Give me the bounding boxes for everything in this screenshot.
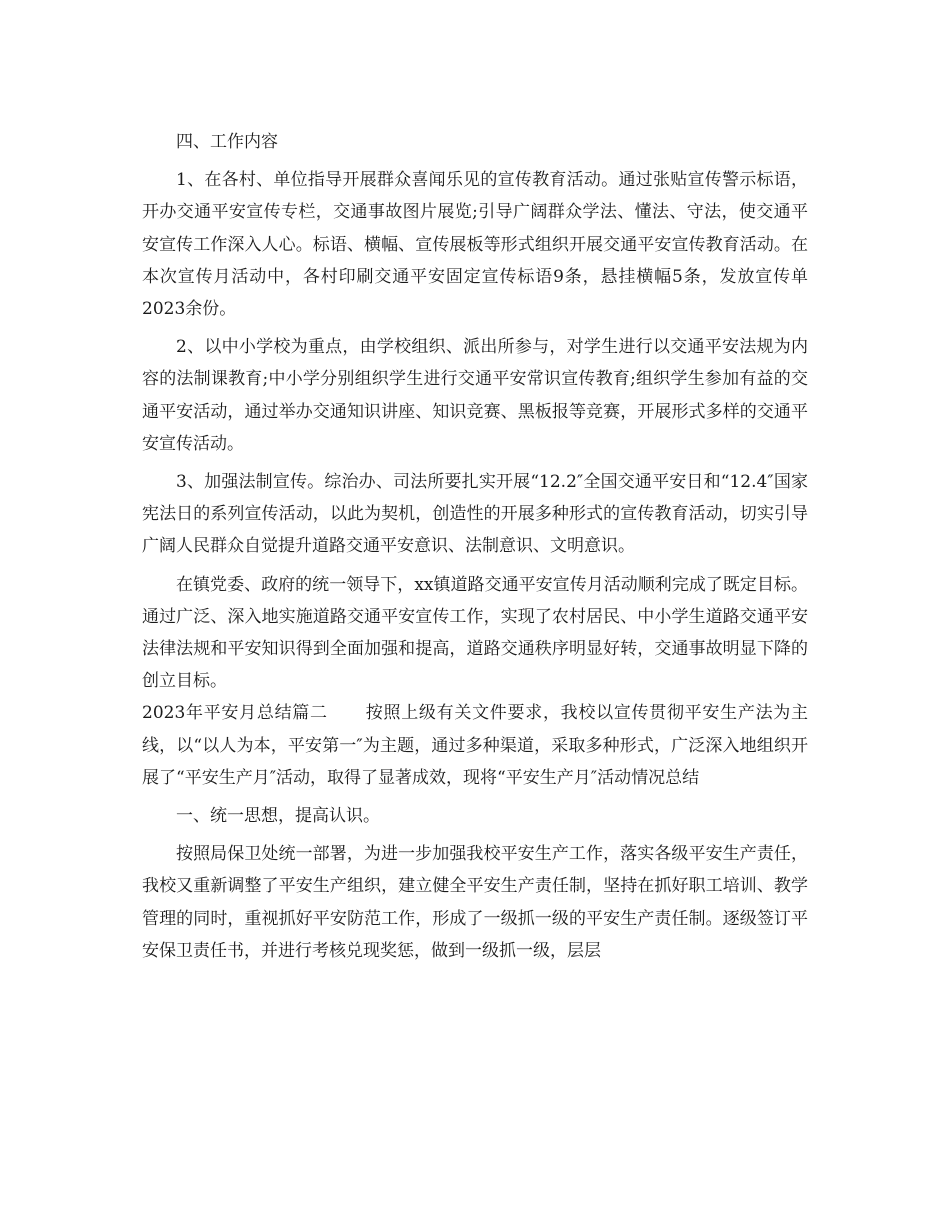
document-body: [142, 126, 808, 967]
section-two-intro: 按照上级有关文件要求，我校以宣传贯彻平安生产法为主线，以“以人为本，平安第一″为主题，通过多种渠道，采取多种形式，广泛深入地组织开展了“平安生产月″活动，取得了显著成效，现将“平安生产月″活动情况总结: [142, 703, 809, 788]
paragraph-item-3: 3、加强法制宣传。综治办、司法所要扎实开展“12.2″全国交通平安日和“12.4″国家宪法日的系列宣传活动，以此为契机，创造性的开展多种形式的宣传教育活动，切实引导广阔人民群众自觉提升道路交通平安意识、法制意识、文明意识。: [142, 472, 808, 557]
paragraph-item-2: 2、以中小学校为重点，由学校组织、派出所参与，对学生进行以交通平安法规为内容的法制课教育;中小学分别组织学生进行交通平安常识宣传教育;组织学生参加有益的交通平安活动，通过举办交通知识讲座、知识竞赛、黑板报等竞赛，开展形式多样的交通平安宣传活动。: [142, 337, 808, 454]
section-heading-work-content: 四、工作内容: [176, 132, 278, 152]
section-two-title: 2023年平安月总结篇二: [142, 703, 328, 724]
subheading-unify-thinking: 一、统一思想，提高认识。: [176, 806, 380, 827]
paragraph-item-1: 1、在各村、单位指导开展群众喜闻乐见的宣传教育活动。通过张贴宣传警示标语，开办交通平安宣传专栏，交通事故图片展览;引导广阔群众学法、懂法、守法，使交通平安宣传工作深入人心。标语、横幅、宣传展板等形式组织开展交通平安宣传教育活动。在本次宣传月活动中，各村印刷交通平安固定宣传标语9条，悬挂横幅5条，发放宣传单2023余份。: [142, 170, 808, 320]
paragraph-conclusion: 在镇党委、政府的统一领导下，xx镇道路交通平安宣传月活动顺利完成了既定目标。通过广泛、深入地实施道路交通平安宣传工作，实现了农村居民、中小学生道路交通平安法律法规和平安知识得到全面加强和提高，道路交通秩序明显好转，交通事故明显下降的创立目标。: [142, 574, 808, 692]
section-two-paragraph: [142, 697, 808, 794]
paragraph-responsibility: 按照局保卫处统一部署，为进一步加强我校平安生产工作，落实各级平安生产责任，我校又重新调整了平安生产组织，建立健全平安生产责任制，坚持在抓好职工培训、教学管理的同时，重视抓好平安防范工作，形成了一级抓一级的平安生产责任制。逐级签订平安保卫责任书，并进行考核兑现奖惩，做到一级抓一级，层层: [142, 844, 808, 961]
